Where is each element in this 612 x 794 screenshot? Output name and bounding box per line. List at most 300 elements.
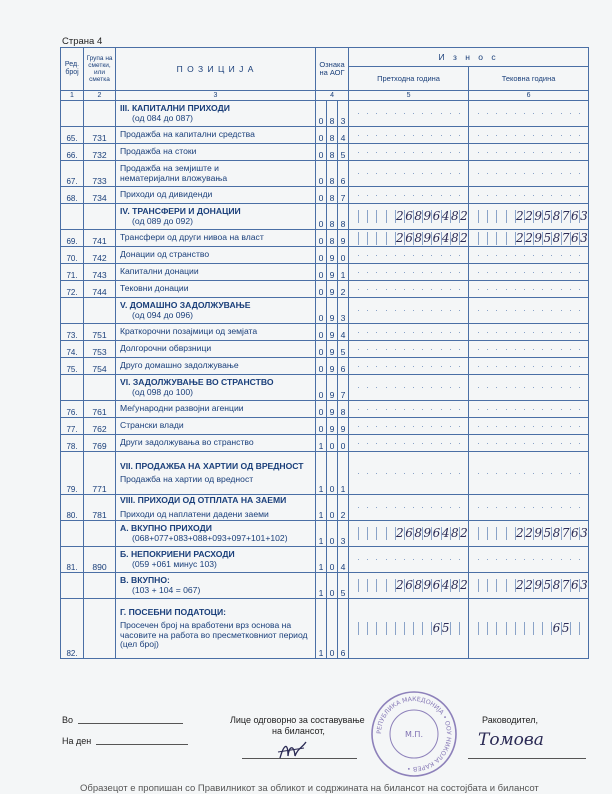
amount-cell [358, 349, 367, 350]
amount-cell [551, 387, 560, 388]
amount-cell [431, 349, 440, 350]
amount-cell [533, 332, 542, 333]
amount-current-year[interactable] [469, 324, 589, 341]
amount-cell [487, 255, 496, 256]
amount-cell [533, 366, 542, 367]
amount-current-year[interactable] [469, 358, 589, 375]
amount-cell [551, 152, 560, 153]
aog-digit: 9 [327, 247, 338, 264]
amount-current-year[interactable] [469, 495, 589, 521]
amount-cell [376, 426, 385, 427]
amount-previous-year[interactable] [349, 144, 469, 161]
amount-cell [487, 113, 496, 114]
aog-digit: 9 [327, 358, 338, 375]
footer-vo-line[interactable] [78, 714, 183, 724]
amount-previous-year[interactable] [349, 324, 469, 341]
header-grupa: Група на сметки, или сметка [84, 48, 116, 91]
amount-cell [542, 135, 551, 136]
aog-digit: 1 [316, 573, 327, 599]
amount-cell [496, 310, 505, 311]
account-group: 734 [84, 187, 116, 204]
amount-cell [404, 387, 413, 388]
amount-cell [506, 443, 515, 444]
amount-current-year[interactable] [469, 341, 589, 358]
amount-cell [404, 255, 413, 256]
amount-cell [496, 255, 505, 256]
amount-cell [395, 349, 404, 350]
amount-cell [386, 152, 395, 153]
amount-current-year[interactable] [469, 298, 589, 324]
amount-previous-year[interactable] [349, 418, 469, 435]
amount-cell [487, 387, 496, 388]
account-group [84, 375, 116, 401]
amount-cell [386, 232, 395, 245]
amount-cell [542, 272, 551, 273]
position-title: IV. ТРАНСФЕРИ И ДОНАЦИИ [120, 206, 241, 216]
amount-cell [478, 310, 487, 311]
amount-cell [561, 173, 570, 174]
amount-cell [469, 195, 478, 196]
amount-cell [358, 559, 367, 560]
amount-cell [506, 173, 515, 174]
amount-cell [404, 173, 413, 174]
amount-cell [524, 426, 533, 427]
row-number: 76. [61, 401, 84, 418]
aog-digit: 9 [327, 281, 338, 298]
amount-cell [413, 255, 422, 256]
aog-digit: 0 [316, 375, 327, 401]
amount-cell [349, 232, 358, 245]
amount-cell [579, 366, 588, 367]
amount-previous-year[interactable] [349, 187, 469, 204]
amount-cell [496, 366, 505, 367]
footer-na-den-line[interactable] [96, 735, 188, 745]
amount-cell [496, 210, 505, 223]
amount-current-year[interactable] [469, 375, 589, 401]
amount-previous-year[interactable] [349, 547, 469, 573]
amount-cell [450, 443, 459, 444]
amount-previous-year[interactable] [349, 204, 469, 230]
amount-cell [515, 349, 524, 350]
amount-current-year[interactable] [469, 547, 589, 573]
amount-digit: 2 [525, 209, 533, 223]
aog-digit: 8 [338, 401, 349, 418]
amount-current-year[interactable] [469, 573, 589, 599]
amount-cell [478, 387, 487, 388]
table-row [61, 324, 589, 341]
amount-cell [422, 473, 431, 474]
amount-cell [496, 232, 505, 245]
position-cell [116, 101, 316, 127]
aog-digit: 0 [327, 435, 338, 452]
table-row [61, 435, 589, 452]
footer-rakovoditel: Раководител, [482, 715, 538, 725]
amount-cell [487, 135, 496, 136]
amount-previous-year[interactable] [349, 521, 469, 547]
position-title: Продажба на стоки [120, 146, 197, 157]
amount-digit: 6 [570, 230, 579, 245]
amount-cell [515, 195, 524, 196]
amount-digit: 2 [516, 209, 524, 223]
amount-cell [358, 332, 367, 333]
amount-cell [542, 195, 551, 196]
header-iznos: И з н о с [349, 48, 588, 67]
amount-cell [404, 507, 413, 508]
amount-cell [506, 473, 515, 474]
aog-digit: 0 [316, 247, 327, 264]
amount-cell [349, 559, 358, 560]
amount-cell [533, 272, 542, 273]
amount-cell [450, 559, 459, 560]
amount-cell [367, 152, 376, 153]
amount-previous-year[interactable] [349, 435, 469, 452]
amount-cell [422, 173, 431, 174]
amount-cell [395, 255, 404, 256]
amount-cell [524, 443, 533, 444]
aog-digit: 9 [327, 324, 338, 341]
amount-cell [413, 473, 422, 474]
amount-cell [413, 173, 422, 174]
amount-cell [506, 409, 515, 410]
amount-cell [441, 272, 450, 273]
position-cell [116, 161, 316, 187]
amount-cell [459, 409, 468, 410]
position-title: В. ВКУПНО: [120, 575, 170, 585]
amount-cell [358, 272, 367, 273]
account-group [84, 573, 116, 599]
amount-previous-year[interactable] [349, 101, 469, 127]
amount-cell [496, 622, 505, 635]
amount-cell [469, 443, 478, 444]
amount-cell [561, 195, 570, 196]
amount-cell [506, 527, 515, 540]
amount-digit: 9 [423, 209, 432, 223]
position-title: Други задолжувања во странство [120, 437, 254, 448]
amount-cell [450, 366, 459, 367]
amount-cell [551, 332, 560, 333]
aog-digit: 1 [316, 435, 327, 452]
amount-previous-year[interactable] [349, 230, 469, 247]
amount-cell [496, 443, 505, 444]
row-number: 65. [61, 127, 84, 144]
amount-current-year[interactable] [469, 187, 589, 204]
aog-digit: 9 [327, 264, 338, 281]
amount-cell [422, 507, 431, 508]
amount-previous-year[interactable] [349, 281, 469, 298]
amount-cell [376, 152, 385, 153]
amount-cell [441, 310, 450, 311]
position-title: Трансфери од други нивоа на власт [120, 232, 264, 243]
amount-cell [422, 332, 431, 333]
amount-current-year[interactable] [469, 101, 589, 127]
amount-cell [496, 113, 505, 114]
table-row [61, 573, 589, 599]
amount-cell [478, 559, 487, 560]
amount-cell [561, 507, 570, 508]
amount-cell [533, 426, 542, 427]
amount-cell [404, 349, 413, 350]
amount-current-year[interactable] [469, 401, 589, 418]
amount-cell [413, 135, 422, 136]
amount-cell [478, 507, 487, 508]
amount-cell [551, 366, 560, 367]
footer-rakovoditel-signature-line[interactable] [468, 752, 586, 759]
amount-cell [515, 443, 524, 444]
amount-cell [570, 507, 579, 508]
amount-current-year[interactable] [469, 144, 589, 161]
amount-previous-year[interactable] [349, 358, 469, 375]
amount-previous-year[interactable] [349, 341, 469, 358]
amount-cell [524, 152, 533, 153]
amount-cell [487, 579, 496, 592]
amount-cell [515, 310, 524, 311]
amount-cell [579, 310, 588, 311]
amount-previous-year[interactable] [349, 127, 469, 144]
amount-cell [349, 195, 358, 196]
amount-cell [506, 579, 515, 592]
aog-digit: 0 [338, 247, 349, 264]
amount-cell [386, 366, 395, 367]
amount-cell [413, 332, 422, 333]
amount-cell [487, 443, 496, 444]
amount-cell [506, 310, 515, 311]
amount-digit: 4 [441, 578, 450, 592]
stamp-ring-text: РЕПУБЛИКА МАКЕДОНИЈА • ООУ НИКОЛА КАРЕВ • [375, 695, 453, 773]
amount-current-year[interactable] [469, 264, 589, 281]
amount-digit: 8 [552, 209, 561, 223]
position-title: Капитални донации [120, 266, 199, 277]
amount-cell [459, 622, 468, 635]
amount-digit: 5 [543, 209, 552, 223]
aog-digit: 8 [327, 127, 338, 144]
amount-cell [561, 349, 570, 350]
amount-cell [487, 409, 496, 410]
amount-previous-year[interactable] [349, 401, 469, 418]
amount-cell [413, 310, 422, 311]
amount-current-year[interactable] [469, 281, 589, 298]
amount-previous-year[interactable] [349, 247, 469, 264]
amount-cell [570, 289, 579, 290]
aog-digit: 9 [338, 230, 349, 247]
amount-cell [561, 426, 570, 427]
amount-current-year[interactable] [469, 599, 589, 659]
position-title: Друго домашно задолжување [120, 360, 239, 371]
amount-current-year[interactable] [469, 418, 589, 435]
amount-cell [533, 255, 542, 256]
amount-cell [487, 272, 496, 273]
amount-cell [579, 152, 588, 153]
amount-current-year[interactable] [469, 204, 589, 230]
amount-digit: 9 [534, 209, 542, 223]
amount-previous-year[interactable] [349, 264, 469, 281]
amount-cell [579, 387, 588, 388]
aog-digit: 0 [338, 435, 349, 452]
amount-cell [570, 622, 579, 635]
amount-cell [450, 387, 459, 388]
amount-cell [561, 409, 570, 410]
amount-cell [459, 113, 468, 114]
amount-cell [506, 332, 515, 333]
position-cell [116, 547, 316, 573]
amount-cell [431, 310, 440, 311]
amount-cell [376, 195, 385, 196]
amount-cell [450, 349, 459, 350]
amount-previous-year[interactable] [349, 161, 469, 187]
amount-current-year[interactable] [469, 435, 589, 452]
amount-cell [358, 527, 367, 540]
amount-cell [441, 135, 450, 136]
amount-cell [542, 387, 551, 388]
amount-digit: 2 [396, 230, 404, 245]
amount-cell [579, 289, 588, 290]
aog-digit: 8 [338, 204, 349, 230]
amount-cell [422, 622, 431, 635]
amount-cell [349, 173, 358, 174]
amount-cell [459, 507, 468, 508]
header-oznaka: Ознака на АОГ [316, 48, 349, 91]
amount-current-year[interactable] [469, 161, 589, 187]
amount-cell [478, 426, 487, 427]
amount-cell [487, 232, 496, 245]
amount-digit: 8 [414, 230, 422, 245]
amount-cell [404, 272, 413, 273]
amount-cell [459, 559, 468, 560]
amount-cell [441, 426, 450, 427]
amount-cell [506, 622, 515, 635]
amount-cell [478, 232, 487, 245]
amount-cell [469, 289, 478, 290]
aog-digit: 0 [316, 358, 327, 375]
position-cell [116, 204, 316, 230]
position-title: Донации од странство [120, 249, 210, 260]
amount-digit: 6 [432, 209, 441, 223]
amount-cell [367, 113, 376, 114]
amount-digit: 6 [552, 621, 561, 635]
amount-cell [349, 622, 358, 635]
account-group: 762 [84, 418, 116, 435]
amount-cell [386, 195, 395, 196]
table-row [61, 401, 589, 418]
amount-digit: 6 [405, 578, 413, 592]
amount-cell [358, 232, 367, 245]
amount-current-year[interactable] [469, 127, 589, 144]
amount-cell [542, 366, 551, 367]
table-row [61, 264, 589, 281]
col-num-3: 3 [116, 91, 316, 101]
amount-previous-year[interactable] [349, 452, 469, 495]
amount-cell [506, 152, 515, 153]
amount-cell [570, 135, 579, 136]
amount-previous-year[interactable] [349, 599, 469, 659]
aog-digit: 0 [327, 547, 338, 573]
amount-digit: 2 [516, 526, 524, 540]
position-title: V. ДОМАШНО ЗАДОЛЖУВАЊЕ [120, 300, 251, 310]
amount-previous-year[interactable] [349, 573, 469, 599]
amount-cell [349, 579, 358, 592]
aog-digit: 0 [316, 298, 327, 324]
amount-cell [533, 195, 542, 196]
table-row [61, 521, 589, 547]
amount-cell [551, 349, 560, 350]
amount-cell [431, 366, 440, 367]
aog-digit: 1 [338, 452, 349, 495]
amount-cell [515, 272, 524, 273]
amount-cell [404, 559, 413, 560]
amount-digit: 8 [414, 526, 422, 540]
amount-cell [386, 272, 395, 273]
amount-cell [459, 387, 468, 388]
amount-cell [469, 507, 478, 508]
amount-cell [469, 527, 478, 540]
amount-current-year[interactable] [469, 230, 589, 247]
amount-cell [542, 426, 551, 427]
amount-previous-year[interactable] [349, 495, 469, 521]
amount-previous-year[interactable] [349, 375, 469, 401]
amount-cell [533, 622, 542, 635]
aog-digit: 8 [327, 101, 338, 127]
position-subtitle: Просечен број на вработени врз основа на часовите на работа во пресметковниот период (цел број) [120, 620, 308, 649]
amount-cell [376, 527, 385, 540]
amount-current-year[interactable] [469, 452, 589, 495]
account-group [84, 101, 116, 127]
position-title: Приходи од дивиденди [120, 189, 213, 200]
amount-cell [422, 443, 431, 444]
table-row [61, 161, 589, 187]
table-row [61, 495, 589, 521]
amount-cell [496, 332, 505, 333]
amount-digit: 5 [543, 526, 552, 540]
amount-cell [496, 173, 505, 174]
amount-cell [404, 426, 413, 427]
amount-cell [404, 289, 413, 290]
amount-current-year[interactable] [469, 247, 589, 264]
aog-digit: 4 [338, 547, 349, 573]
amount-cell [478, 443, 487, 444]
amount-cell [404, 409, 413, 410]
amount-cell [515, 255, 524, 256]
aog-digit: 1 [316, 495, 327, 521]
amount-cell [376, 289, 385, 290]
amount-cell [561, 387, 570, 388]
amount-digit: 5 [543, 578, 552, 592]
aog-digit: 9 [327, 375, 338, 401]
amount-cell [506, 559, 515, 560]
header-red-broj: Ред. број [61, 48, 84, 91]
amount-cell [459, 426, 468, 427]
amount-cell [395, 426, 404, 427]
amount-previous-year[interactable] [349, 298, 469, 324]
amount-cell [459, 272, 468, 273]
amount-cell [561, 152, 570, 153]
amount-cell [349, 255, 358, 256]
amount-cell [542, 622, 551, 635]
amount-cell [515, 113, 524, 114]
amount-cell [413, 622, 422, 635]
position-title: Меѓународни развојни агенции [120, 403, 244, 414]
amount-current-year[interactable] [469, 521, 589, 547]
amount-cell [524, 409, 533, 410]
amount-cell [358, 409, 367, 410]
amount-cell [579, 507, 588, 508]
row-number: 73. [61, 324, 84, 341]
amount-cell [376, 173, 385, 174]
amount-cell [551, 255, 560, 256]
amount-cell [506, 255, 515, 256]
amount-cell [551, 559, 560, 560]
amount-digit: 8 [414, 578, 422, 592]
amount-cell [431, 443, 440, 444]
amount-cell [469, 152, 478, 153]
